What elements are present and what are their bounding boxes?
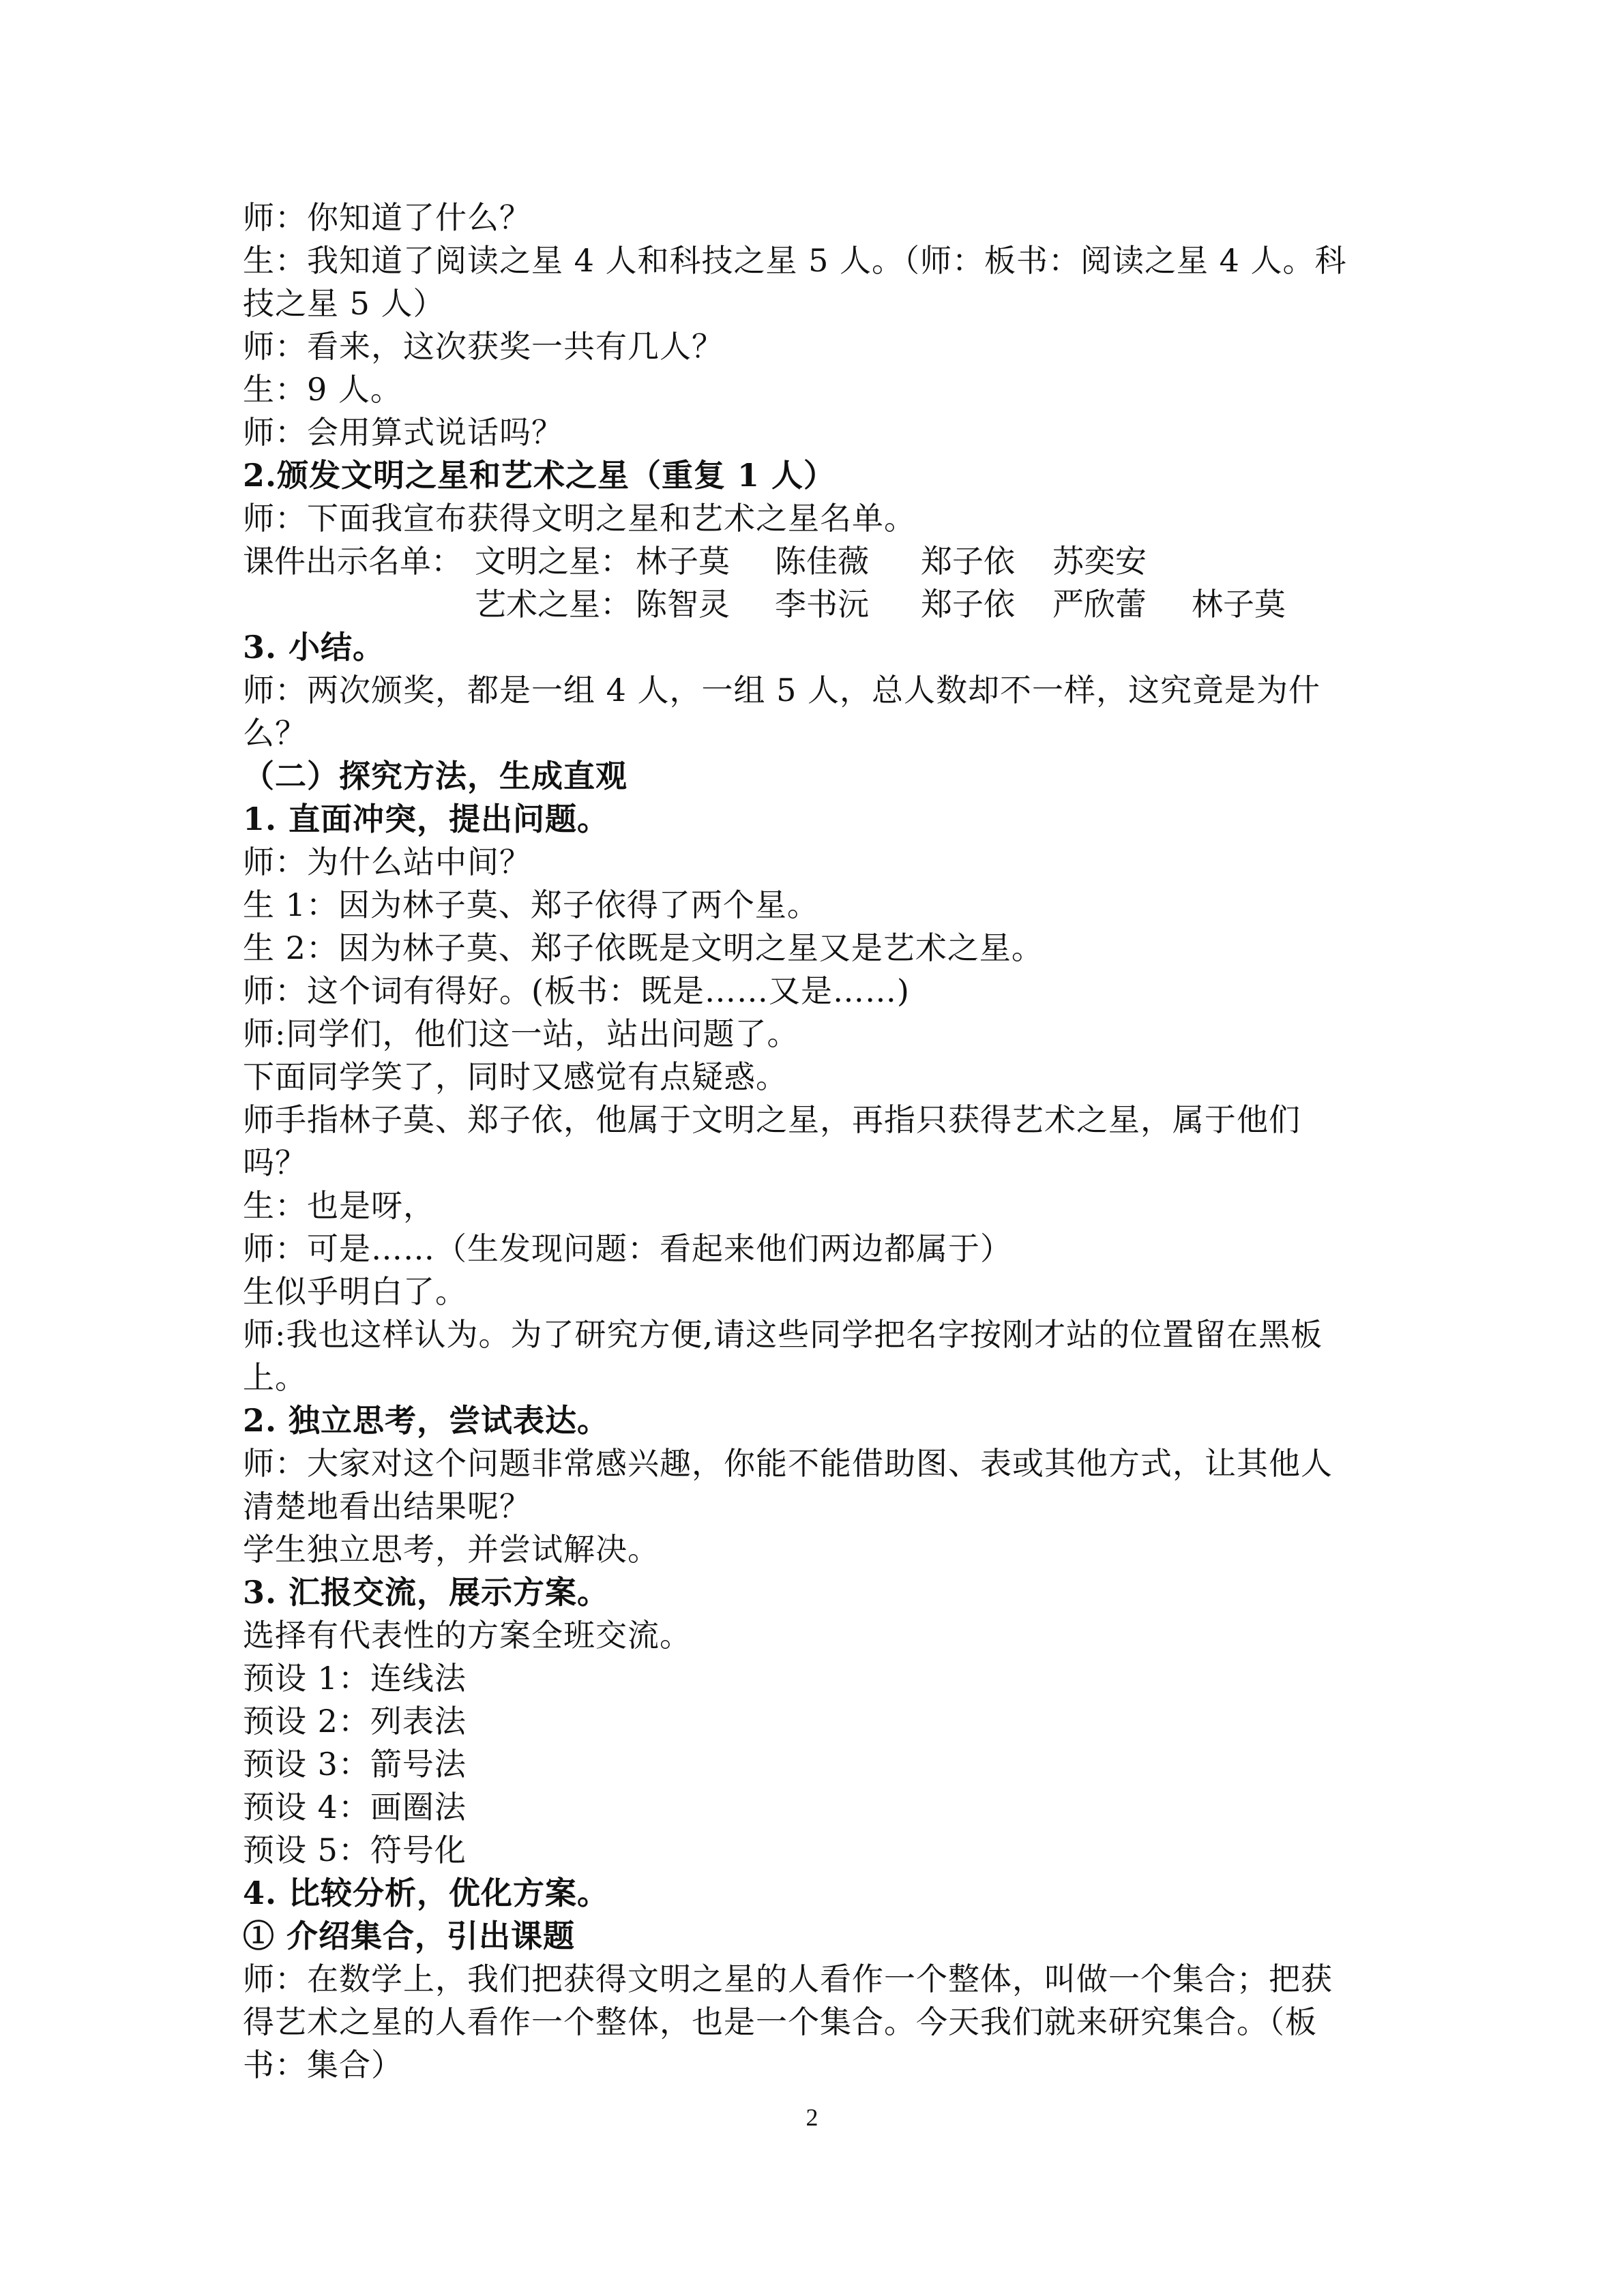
text-line: 预设 1：连线法 [243, 1660, 467, 1697]
section-heading: 2. 独立思考，尝试表达。 [243, 1402, 610, 1439]
text-line: 清楚地看出结果呢？ [243, 1488, 531, 1525]
text-line: 师:我也这样认为。为了研究方便,请这些同学把名字按刚才站的位置留在黑板 [243, 1316, 1323, 1353]
text-line: 预设 5：符号化 [243, 1832, 467, 1868]
section-heading: 4. 比较分析，优化方案。 [243, 1875, 610, 1911]
section-heading: 3. 小结。 [243, 629, 385, 666]
text-line: 生似乎明白了。 [243, 1273, 467, 1310]
text-line: 预设 3：箭号法 [243, 1746, 467, 1783]
text-line: 师：你知道了什么？ [243, 199, 531, 236]
text-line: 上。 [243, 1359, 307, 1396]
civilization-star-label: 文明之星： [475, 543, 632, 580]
text-line: 生：9 人。 [243, 371, 402, 408]
text-line: 生：也是呀， [243, 1187, 435, 1224]
text-line: 预设 4：画圈法 [243, 1789, 467, 1825]
text-line: 预设 2：列表法 [243, 1703, 467, 1740]
page-number: 2 [806, 2104, 818, 2131]
section-heading: （二）探究方法，生成直观 [243, 758, 628, 794]
text-line: 书：集合） [243, 2046, 403, 2083]
text-line: 师：看来，这次获奖一共有几人？ [243, 328, 724, 365]
civilization-star-name: 陈佳薇 [775, 543, 869, 580]
text-line: 生：我知道了阅读之星 4 人和科技之星 5 人。（师：板书：阅读之星 4 人。科 [243, 242, 1347, 279]
text-line: 师：在数学上，我们把获得文明之星的人看作一个整体，叫做一个集合；把获 [243, 1960, 1333, 1997]
text-line: 生 2：因为林子莫、郑子依既是文明之星又是艺术之星。 [243, 929, 1044, 966]
document-body [243, 196, 1389, 2087]
name-list-civilization [243, 540, 1389, 583]
text-block-intro [243, 196, 1389, 540]
text-line: 技之星 5 人） [243, 285, 445, 322]
section-heading: 2.颁发文明之星和艺术之星（重复 1 人） [243, 457, 836, 494]
text-line: 师：会用算式说话吗？ [243, 414, 563, 451]
text-line: 师：为什么站中间？ [243, 844, 531, 880]
text-line: 师：大家对这个问题非常感兴趣，你能不能借助图、表或其他方式，让其他人 [243, 1445, 1333, 1482]
text-line: 师:同学们，他们这一站，站出问题了。 [243, 1015, 799, 1052]
civilization-star-name: 林子莫 [636, 543, 730, 580]
text-line: 么？ [243, 715, 307, 751]
name-list-art [243, 583, 1389, 626]
art-star-name: 李书沅 [775, 586, 869, 623]
text-line: 下面同学笑了，同时又感觉有点疑惑。 [243, 1058, 788, 1095]
text-line: 师：两次颁奖，都是一组 4 人，一组 5 人，总人数却不一样，这究竟是为什 [243, 672, 1321, 709]
name-list-lead: 课件出示名单： [243, 543, 462, 580]
art-star-name: 陈智灵 [636, 586, 730, 623]
civilization-star-name: 郑子依 [921, 543, 1015, 580]
art-star-label: 艺术之星： [475, 586, 632, 623]
civilization-star-name: 苏奕安 [1052, 543, 1147, 580]
text-block-main [243, 626, 1389, 2087]
art-star-name: 林子莫 [1192, 586, 1286, 623]
text-line: 选择有代表性的方案全班交流。 [243, 1617, 692, 1654]
text-line: 师：这个词有得好。(板书：既是……又是……) [243, 972, 910, 1009]
section-heading: 3. 汇报交流，展示方案。 [243, 1574, 610, 1611]
art-star-name: 郑子依 [921, 586, 1015, 623]
text-line: 师：可是……（生发现问题：看起来他们两边都属于） [243, 1230, 1012, 1267]
text-line: 吗？ [243, 1144, 307, 1181]
text-line: 生 1：因为林子莫、郑子依得了两个星。 [243, 886, 819, 923]
text-line: 师：下面我宣布获得文明之星和艺术之星名单。 [243, 500, 916, 537]
section-heading: 1. 直面冲突，提出问题。 [243, 801, 610, 837]
art-star-name: 严欣蕾 [1052, 586, 1147, 623]
section-heading: ① 介绍集合，引出课题 [243, 1918, 576, 1954]
text-line: 师手指林子莫、郑子依，他属于文明之星，再指只获得艺术之星，属于他们 [243, 1101, 1301, 1138]
text-line: 学生独立思考，并尝试解决。 [243, 1531, 660, 1568]
text-line: 得艺术之星的人看作一个整体，也是一个集合。今天我们就来研究集合。（板 [243, 2003, 1317, 2040]
